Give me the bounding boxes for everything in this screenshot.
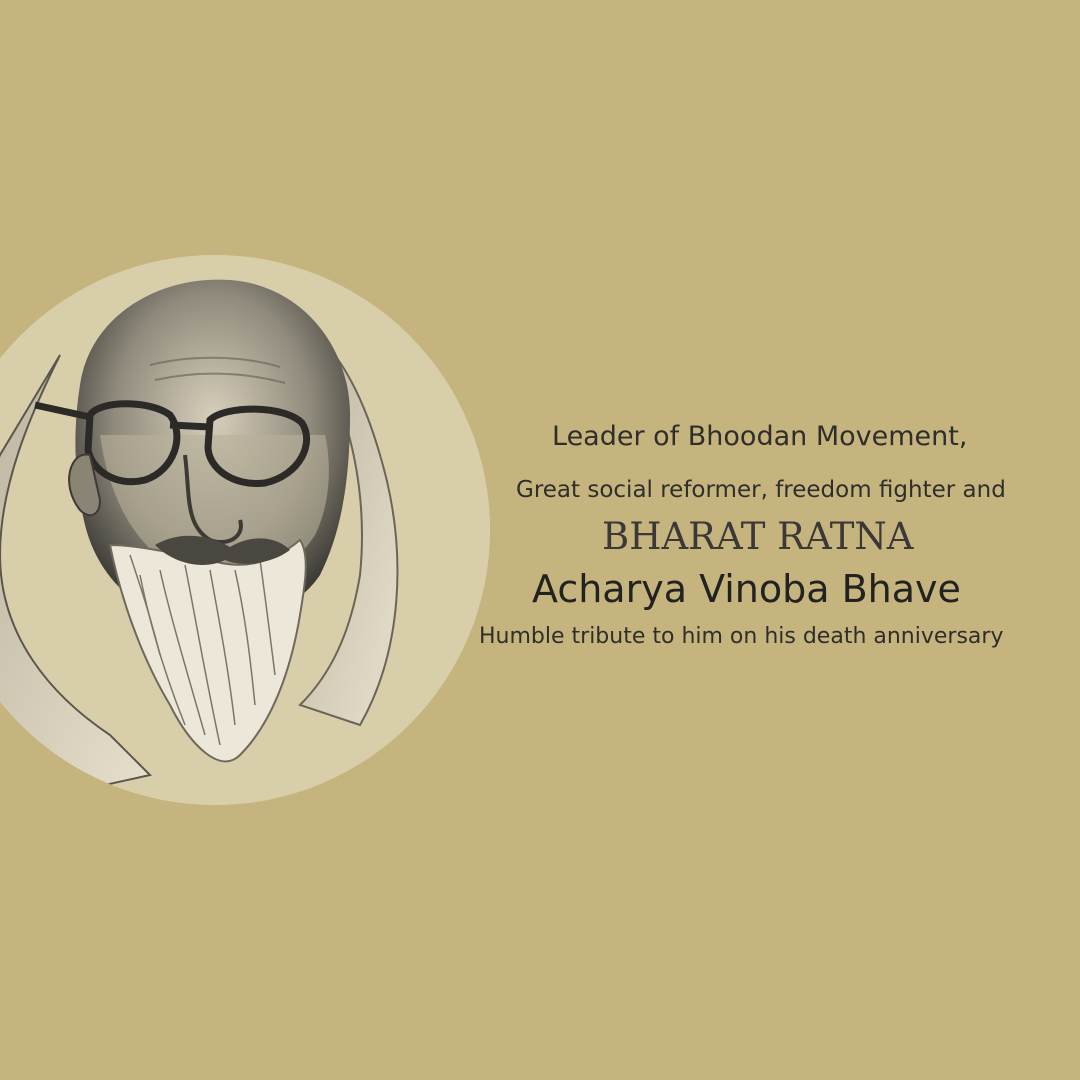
award-title: BHARAT RATNA [602,515,914,558]
subtitle-line-2: Great social reformer, freedom fighter and [516,477,1006,503]
portrait-circle [0,255,490,805]
pencil-sketch-portrait-icon [0,255,490,805]
tribute-line: Humble tribute to him on his death anniversary [479,624,1004,649]
person-name: Acharya Vinoba Bhave [532,567,961,611]
subtitle-line-1: Leader of Bhoodan Movement, [552,421,968,452]
